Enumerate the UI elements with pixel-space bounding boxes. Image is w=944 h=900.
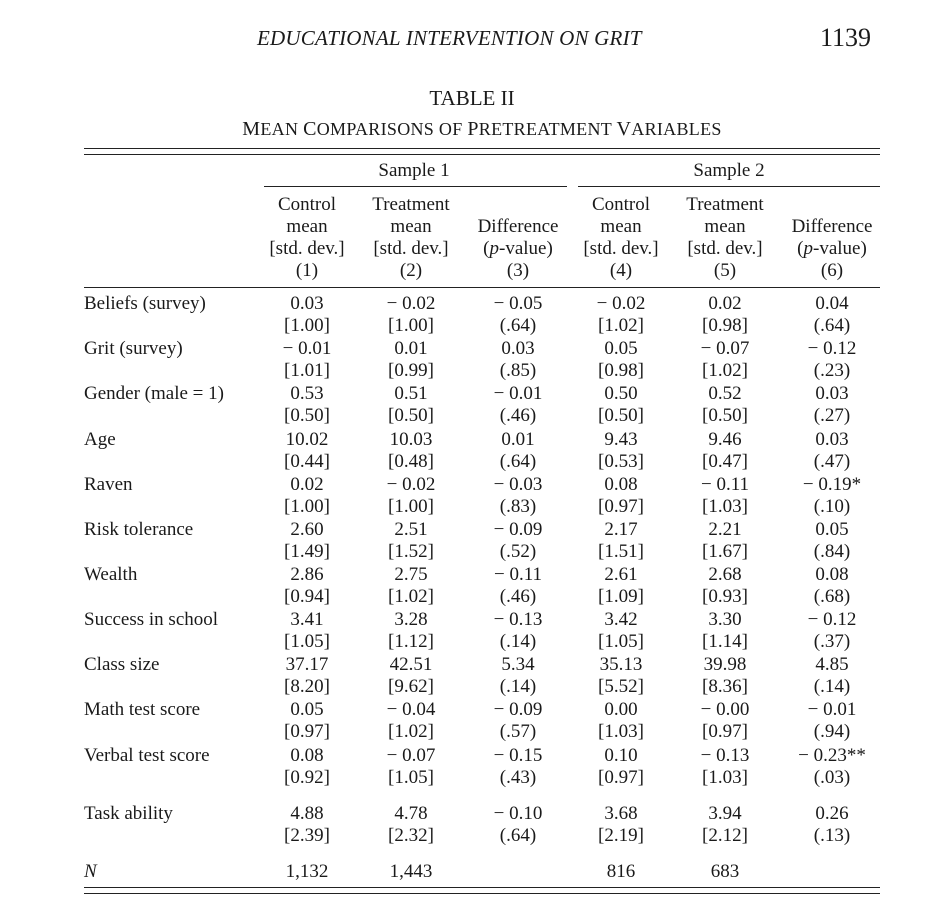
table-cell-dispersion: (.03) [813,767,851,788]
caption-rest-2: OMPARISONS OF [316,119,468,139]
table-cell-dispersion: [2.39] [284,825,330,846]
table-cell-dispersion: [2.32] [388,825,434,846]
table-cell-value: 10.02 [285,429,329,450]
table-cell-value: 3.68 [604,803,638,824]
table-cell-value: 0.08 [290,745,324,766]
table-cell-value: 0.03 [815,383,849,404]
table-cell-value: 0.51 [394,383,428,404]
n-row-value: 1,443 [389,861,433,882]
group-rule-sample-1 [264,186,567,187]
table-cell-dispersion: (.46) [499,405,537,426]
column-header-line2: Difference [477,216,559,237]
column-header-line1: Treatment [372,194,450,215]
table-cell-value: − 0.02 [596,293,646,314]
column-header-line1: Control [591,194,651,215]
table-cell-dispersion: [0.98] [702,315,748,336]
table-cell-value: 2.61 [604,564,638,585]
table-cell-value: 2.51 [394,519,428,540]
table-cell-dispersion: [0.97] [702,721,748,742]
table-cell-dispersion: (.46) [499,586,537,607]
n-row-value: 1,132 [285,861,329,882]
table-cell-dispersion: (.14) [813,676,851,697]
table-cell-value: − 0.12 [807,338,857,359]
table-cell-value: 0.26 [815,803,849,824]
table-cell-dispersion: (.68) [813,586,851,607]
table-cell-dispersion: [0.50] [284,405,330,426]
group-header-sample-2: Sample 2 [693,160,765,181]
table-cell-dispersion: [0.50] [598,405,644,426]
column-header-number: (2) [399,260,423,281]
row-label: Gender (male = 1) [84,383,224,404]
table-cell-value: 2.21 [708,519,742,540]
row-label: Wealth [84,564,138,585]
table-cell-value: 4.88 [290,803,324,824]
table-cell-value: 0.08 [604,474,638,495]
row-label: Class size [84,654,160,675]
row-label: Grit (survey) [84,338,183,359]
column-header-value: -value) [813,238,867,259]
table-cell-dispersion: [0.97] [598,767,644,788]
table-cell-dispersion: (.64) [813,315,851,336]
table-cell-dispersion: [1.05] [388,767,434,788]
row-label: Risk tolerance [84,519,194,540]
caption-cap-2: C [303,118,317,140]
table-cell-dispersion: [1.09] [598,586,644,607]
table-cell-value: 0.00 [604,699,638,720]
table-cell-dispersion: (.14) [499,676,537,697]
column-header-number: (3) [506,260,530,281]
column-header-paren: ( [797,238,804,259]
table-cell-dispersion: [1.14] [702,631,748,652]
n-row-value: 683 [710,861,740,882]
table-cell-value: − 0.23** [798,745,866,766]
table-cell-dispersion: [1.05] [598,631,644,652]
table-cell-value: 2.75 [394,564,428,585]
group-rule-sample-2 [578,186,880,187]
table-cell-dispersion: [1.05] [284,631,330,652]
table-cell-dispersion: (.84) [813,541,851,562]
table-cell-value: 0.53 [290,383,324,404]
table-cell-value: 3.30 [708,609,742,630]
table-cell-dispersion: [0.50] [388,405,434,426]
table-cell-value: 4.85 [815,654,849,675]
table-cell-dispersion: [0.50] [702,405,748,426]
row-label: Verbal test score [84,745,210,766]
row-label: Task ability [84,803,173,824]
table-cell-value: 4.78 [394,803,428,824]
table-cell-value: − 0.13 [700,745,750,766]
table-cell-value: − 0.04 [386,699,436,720]
column-header-line2: mean [600,216,642,237]
table-cell-dispersion: [1.51] [598,541,644,562]
caption-cap-4: V [616,118,632,140]
table-cell-dispersion: [1.02] [388,721,434,742]
table-cell-dispersion: (.94) [813,721,851,742]
table-cell-value: 2.17 [604,519,638,540]
table-cell-dispersion: [0.53] [598,451,644,472]
table-cell-dispersion: [1.00] [284,496,330,517]
table-cell-value: − 0.02 [386,474,436,495]
table-cell-dispersion: [0.48] [388,451,434,472]
table-cell-dispersion: (.57) [499,721,537,742]
table-cell-dispersion: [1.00] [388,315,434,336]
table-cell-dispersion: [1.02] [598,315,644,336]
table-cell-dispersion: (.13) [813,825,851,846]
table-cell-dispersion: [0.44] [284,451,330,472]
table-cell-value: 0.02 [708,293,742,314]
column-header-number: (5) [713,260,737,281]
row-label: Raven [84,474,133,495]
table-cell-value: 9.46 [708,429,742,450]
column-header-number: (6) [820,260,844,281]
table-cell-dispersion: (.64) [499,825,537,846]
table-cell-value: 35.13 [599,654,643,675]
column-header-line2: mean [390,216,432,237]
table-cell-dispersion: (.47) [813,451,851,472]
table-cell-dispersion: [1.03] [598,721,644,742]
column-header-line3: [std. dev.] [269,238,345,259]
caption-cap-1: M [242,118,261,140]
table-cell-value: − 0.10 [493,803,543,824]
table-cell-value: 3.41 [290,609,324,630]
table-cell-dispersion: [0.97] [284,721,330,742]
n-row-label: N [84,861,97,882]
group-header-sample-1: Sample 1 [378,160,450,181]
table-cell-dispersion: [1.67] [702,541,748,562]
column-header-p: p [803,238,814,259]
column-header-line1: Control [277,194,337,215]
row-label: Age [84,429,116,450]
table-cell-value: − 0.05 [493,293,543,314]
table-cell-dispersion: (.52) [499,541,537,562]
table-caption [0,118,944,141]
caption-rest-3: RETREATMENT [478,119,617,139]
table-cell-dispersion: (.37) [813,631,851,652]
table-cell-value: − 0.15 [493,745,543,766]
table-cell-dispersion: (.27) [813,405,851,426]
table-cell-dispersion: [1.02] [388,586,434,607]
table-cell-value: − 0.11 [493,564,543,585]
table-cell-dispersion: (.64) [499,451,537,472]
column-header-number: (1) [295,260,319,281]
column-header-line3 [797,238,867,260]
table-cell-dispersion: [1.01] [284,360,330,381]
table-cell-value: 0.05 [815,519,849,540]
table-cell-value: 0.05 [290,699,324,720]
column-header-p: p [489,238,500,259]
table-cell-dispersion: [0.98] [598,360,644,381]
table-cell-value: − 0.13 [493,609,543,630]
table-cell-value: 5.34 [501,654,535,675]
table-cell-value: 2.68 [708,564,742,585]
table-cell-dispersion: (.10) [813,496,851,517]
table-cell-value: 0.01 [501,429,535,450]
column-header-number: (4) [609,260,633,281]
table-cell-dispersion: (.23) [813,360,851,381]
table-cell-dispersion: [0.93] [702,586,748,607]
table-label: TABLE II [429,86,515,110]
column-header-line3: [std. dev.] [687,238,763,259]
table-cell-value: − 0.07 [386,745,436,766]
table-cell-dispersion: [1.03] [702,496,748,517]
row-label: Success in school [84,609,219,630]
table-cell-value: − 0.11 [700,474,750,495]
table-cell-dispersion: [1.00] [388,496,434,517]
table-cell-value: 39.98 [703,654,747,675]
table-cell-value: − 0.02 [386,293,436,314]
table-cell-dispersion: [1.03] [702,767,748,788]
column-header-line2: mean [286,216,328,237]
table-cell-value: 0.05 [604,338,638,359]
table-cell-value: 3.28 [394,609,428,630]
caption-rest-1: EAN [260,119,304,139]
row-label: Math test score [84,699,201,720]
table-cell-dispersion: (.85) [499,360,537,381]
column-header-line1: Treatment [686,194,764,215]
table-cell-dispersion: [2.12] [702,825,748,846]
column-header-paren: ( [483,238,490,259]
table-cell-value: 0.03 [815,429,849,450]
table-cell-value: 0.10 [604,745,638,766]
running-head: EDUCATIONAL INTERVENTION ON GRIT [257,26,642,50]
table-cell-value: − 0.19* [802,474,862,495]
table-cell-value: 3.42 [604,609,638,630]
table-cell-value: 37.17 [285,654,329,675]
page-number: 1139 [820,23,872,52]
n-row-value: 816 [606,861,636,882]
column-header-line2: Difference [791,216,873,237]
table-cell-value: 0.03 [501,338,535,359]
table-cell-dispersion: (.83) [499,496,537,517]
table-cell-dispersion: [0.94] [284,586,330,607]
table-cell-dispersion: [1.12] [388,631,434,652]
table-cell-dispersion: (.64) [499,315,537,336]
table-cell-dispersion: [1.52] [388,541,434,562]
column-header-line3: [std. dev.] [583,238,659,259]
table-cell-value: − 0.00 [700,699,750,720]
top-rule-1 [84,148,880,149]
table-cell-value: 2.86 [290,564,324,585]
table-cell-value: − 0.09 [493,699,543,720]
table-cell-value: − 0.03 [493,474,543,495]
column-header-line2: mean [704,216,746,237]
table-cell-value: − 0.01 [493,383,543,404]
column-header-line3: [std. dev.] [373,238,449,259]
table-cell-dispersion: [1.02] [702,360,748,381]
top-rule-2 [84,154,880,155]
bottom-rule-2 [84,893,880,894]
column-header-line3 [483,238,553,260]
table-cell-dispersion: [8.36] [702,676,748,697]
table-cell-dispersion: (.14) [499,631,537,652]
table-cell-value: 0.04 [815,293,849,314]
table-cell-dispersion: [5.52] [598,676,644,697]
table-cell-dispersion: [0.99] [388,360,434,381]
table-cell-value: − 0.01 [282,338,332,359]
table-cell-dispersion: [0.97] [598,496,644,517]
table-cell-dispersion: [0.92] [284,767,330,788]
table-cell-dispersion: [0.47] [702,451,748,472]
table-cell-value: 0.01 [394,338,428,359]
table-cell-dispersion: [1.49] [284,541,330,562]
table-cell-value: − 0.07 [700,338,750,359]
table-cell-dispersion: [8.20] [284,676,330,697]
table-cell-value: 3.94 [708,803,742,824]
table-cell-value: − 0.12 [807,609,857,630]
table-cell-value: 10.03 [389,429,433,450]
caption-rest-4: ARIABLES [631,119,722,139]
table-cell-value: 0.50 [604,383,638,404]
table-cell-value: 2.60 [290,519,324,540]
table-cell-dispersion: (.43) [499,767,537,788]
table-cell-value: 42.51 [389,654,433,675]
column-header-value: -value) [499,238,553,259]
table-cell-value: 0.52 [708,383,742,404]
caption-cap-3: P [467,118,479,140]
table-cell-value: 0.08 [815,564,849,585]
table-cell-value: 9.43 [604,429,638,450]
header-rule [84,287,880,288]
table-cell-dispersion: [2.19] [598,825,644,846]
row-label: Beliefs (survey) [84,293,206,314]
table-cell-dispersion: [9.62] [388,676,434,697]
table-cell-dispersion: [1.00] [284,315,330,336]
bottom-rule-1 [84,887,880,888]
table-cell-value: 0.02 [290,474,324,495]
table-cell-value: 0.03 [290,293,324,314]
table-cell-value: − 0.09 [493,519,543,540]
table-cell-value: − 0.01 [807,699,857,720]
